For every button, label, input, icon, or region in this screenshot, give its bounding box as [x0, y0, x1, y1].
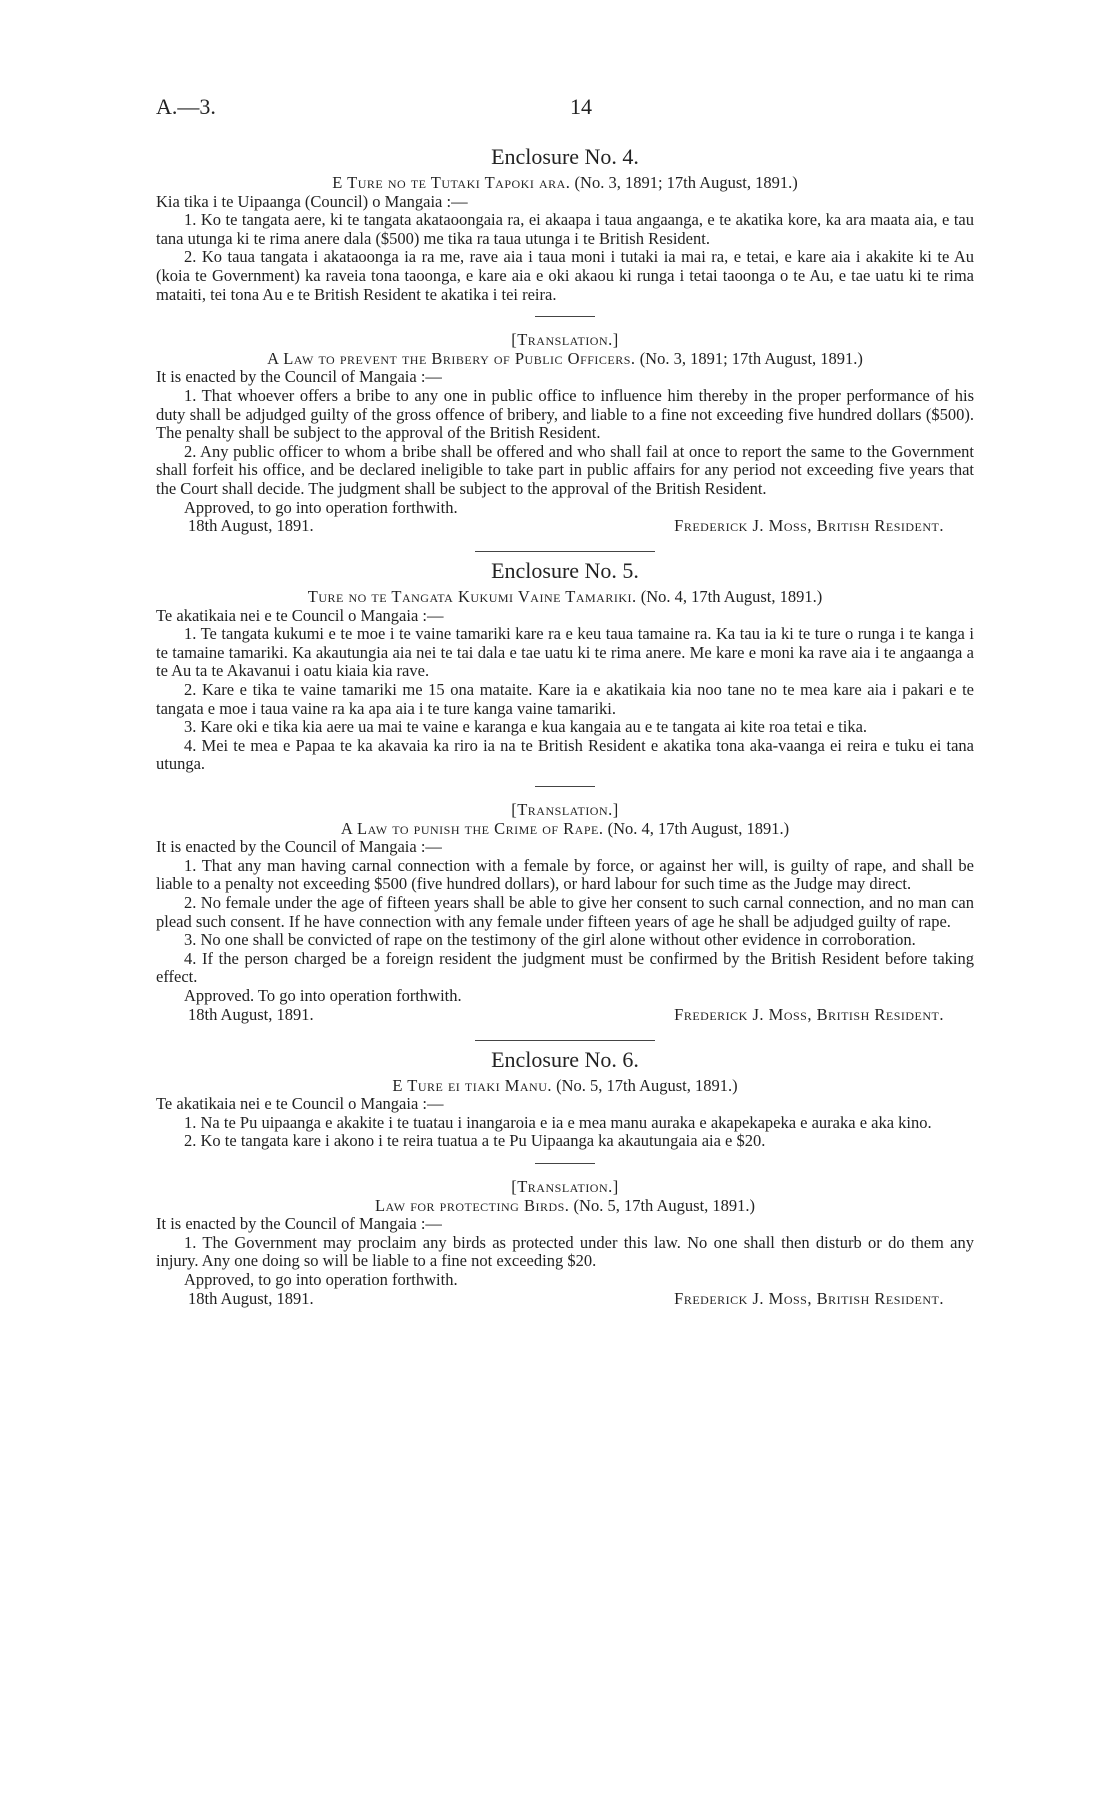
- translation-label: [Translation.]: [511, 330, 619, 350]
- signatory: Frederick J. Moss, British Resident.: [674, 1288, 944, 1308]
- clause-translation: 4. If the person charged be a foreign resident the judgment must be confirmed by the British Resident before taking effect.: [156, 948, 974, 987]
- law-title: Ture no te Tangata Kukumi Vaine Tamariki. (No. 4, 17th August, 1891.): [307, 587, 823, 607]
- signatory: Frederick J. Moss, British Resident.: [674, 1004, 944, 1024]
- clause-translation: 1. That whoever offers a bribe to any one in public office to influence him thereby in the proper performance of his duty shall be adjudged guilty of the gross offence of bribery, and liable to a fine not exceeding five hundred dollars ($500). The penalty shall be subject to the approval of the British Resident.: [156, 385, 974, 443]
- signature-line: [156, 517, 974, 537]
- page-header: [156, 94, 974, 138]
- enclosure-6: [156, 1047, 974, 1310]
- clause: 1. Na te Pu uipaanga e akakite i te tuatau i inangaroia e ia e mea manu auraka e akapekapeka e auraka e aka kino.: [184, 1112, 932, 1132]
- law-title: E Ture ei tiaki Manu. (No. 5, 17th August, 1891.): [392, 1075, 738, 1095]
- clause: 1. Ko te tangata aere, ki te tangata akataoongaia ra, ei akaapa i taua angaanga, e te akatika kore, ka ara maata aia, e tau tana utunga ki te rima anere dala ($500) me tika ra taua utunga i te British Resident.: [156, 210, 974, 248]
- signatory: Frederick J. Moss, British Resident.: [674, 516, 944, 536]
- signature-date: 18th August, 1891.: [188, 1288, 314, 1308]
- enclosure-heading: Enclosure No. 5.: [491, 558, 639, 584]
- divider: [535, 1163, 595, 1164]
- clause: 3. Kare oki e tika kia aere ua mai te vaine e karanga e kua kangaia au e te tangata ai kite roa tetai e tika.: [184, 717, 868, 737]
- law-title-translation: Law for protecting Birds. (No. 5, 17th August, 1891.): [374, 1195, 756, 1215]
- enclosure-heading: Enclosure No. 6.: [491, 1046, 639, 1072]
- enactment-intro-translation: It is enacted by the Council of Mangaia :—: [156, 1214, 442, 1234]
- translation-label: [Translation.]: [511, 1176, 619, 1196]
- enactment-intro-translation: It is enacted by the Council of Mangaia :—: [156, 837, 442, 857]
- divider: [535, 316, 595, 317]
- approval-note: Approved, to go into operation forthwith.: [184, 1269, 458, 1289]
- enactment-intro-translation: It is enacted by the Council of Mangaia :—: [156, 367, 442, 387]
- enclosure-4: [156, 144, 974, 537]
- law-title-translation: A Law to punish the Crime of Rape. (No. 4, 17th August, 1891.): [340, 818, 790, 838]
- enactment-intro: Te akatikaia nei e te Council o Mangaia :—: [156, 1094, 444, 1114]
- signature-date: 18th August, 1891.: [188, 516, 314, 536]
- signature-date: 18th August, 1891.: [188, 1004, 314, 1024]
- clause-translation: 3. No one shall be convicted of rape on the testimony of the girl alone without other evidence in corroboration.: [184, 930, 916, 950]
- section-divider: [475, 551, 655, 552]
- clause: 4. Mei te mea e Papaa te ka akavaia ka riro ia na te British Resident e akatika tona aka-vaanga ei reira e tuku ei tana utunga.: [156, 735, 974, 774]
- enclosure-heading: Enclosure No. 4.: [491, 144, 639, 169]
- approval-note: Approved. To go into operation forthwith.: [184, 985, 462, 1005]
- approval-note: Approved, to go into operation forthwith.: [184, 497, 458, 517]
- page-number: 14: [570, 94, 592, 119]
- clause-translation: 1. That any man having carnal connection with a female by force, or against her will, is guilty of rape, and shall be liable to a penalty not exceeding $500 (five hundred dollars), or hard labour for such time as the Judge may direct.: [156, 855, 974, 894]
- section-divider: [475, 1040, 655, 1041]
- signature-line: [156, 1006, 974, 1026]
- law-title-translation: A Law to prevent the Bribery of Public Officers. (No. 3, 1891; 17th August, 1891.): [267, 348, 863, 368]
- document-page: [156, 94, 974, 1310]
- clause-translation: 2. No female under the age of fifteen years shall be able to give her consent to such carnal connection, and no man can plead such consent. If he have connection with any female under fifteen years of age he shall be adjudged guilty of rape.: [156, 893, 974, 931]
- clause: 1. Te tangata kukumi e te moe i te vaine tamariki kare ra e keu taua tamaine ra. Ka tau ia ki te ture o runga i te kanga i te tamaine tamariki. Ka akautungia aia nei te tai dala e tae uatu ki te rima anere. Me kare e moni ka rave aia i te angaanga a te Au ta te Akavanui i oatu kiaia kia rave.: [156, 624, 974, 681]
- translation-label: [Translation.]: [511, 800, 619, 820]
- clause: 2. Ko te tangata kare i akono i te reira tuatua a te Pu Uipaanga ka akautungaia aia e $20.: [184, 1131, 766, 1151]
- document-reference: A.—3.: [156, 94, 216, 119]
- signature-line: [156, 1290, 974, 1310]
- clause-translation: 1. The Government may proclaim any birds as protected under this law. No one shall then disturb or do them any injury. Any one doing so will be liable to a fine not exceeding $20.: [156, 1232, 974, 1271]
- law-title: E Ture no te Tutaki Tapoki ara. (No. 3, 1891; 17th August, 1891.): [332, 173, 798, 192]
- divider: [535, 786, 595, 787]
- enactment-intro: Te akatikaia nei e te Council o Mangaia :—: [156, 605, 444, 625]
- enactment-intro: Kia tika i te Uipaanga (Council) o Mangaia :—: [156, 191, 468, 211]
- clause: 2. Kare e tika te vaine tamariki me 15 ona mataite. Kare ia e akatikaia kia noo tane no te mea kare aia i pakari e te tangata e moe i taua vaine ra ka apa aia i te ture kanga vaine tamariki.: [156, 680, 974, 718]
- clause-translation: 2. Any public officer to whom a bribe shall be offered and who shall fail at once to report the same to the Government shall forfeit his office, and be declared ineligible to take part in public affairs for any period not exceeding five years that the Court shall decide. The judgment shall be subject to the approval of the British Resident.: [156, 441, 974, 498]
- enclosure-5: [156, 558, 974, 1025]
- clause: 2. Ko taua tangata i akataoonga ia ra me, rave aia i taua moni i tutaki ia mai ra, e tetai, e kare aia i akakite ki te Au (koia te Government) ka raveia tona taoonga, e kare aia e oki akaou ki runga i tetai taoonga o te Au, e tae uatu ki te rima mataiti, tei tona Au e te British Resident te akatika i tei reira.: [156, 247, 974, 304]
